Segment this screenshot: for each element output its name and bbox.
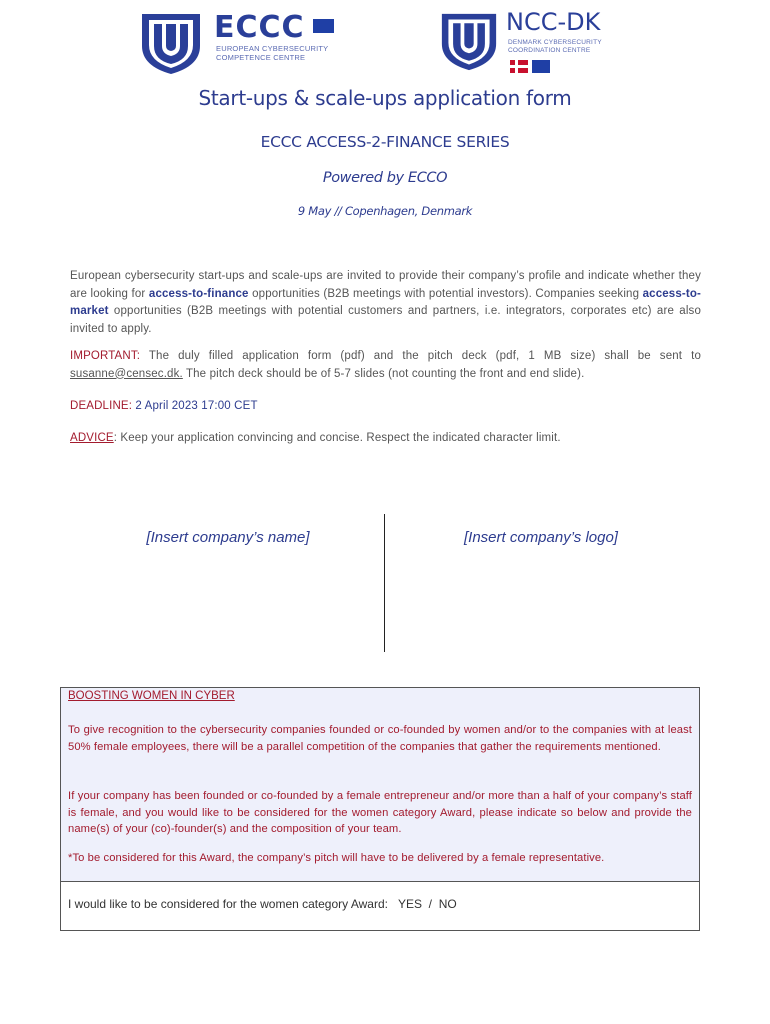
ncc-subtitle-1: DENMARK CYBERSECURITY bbox=[508, 39, 602, 46]
denmark-flag-icon bbox=[510, 60, 528, 73]
deadline-line bbox=[70, 398, 701, 416]
women-in-cyber-box bbox=[60, 687, 700, 931]
important-paragraph: IMPORTANT: The duly filled application form (pdf) and the pitch deck (pdf, 1 MB size) shall be sent to susanne@censec.dk. The pitch deck should be of 5-7 slides (not counting the front and end slide). bbox=[70, 350, 701, 380]
intro-paragraph: European cybersecurity start-ups and scale-ups are invited to provide their company’s profile and indicate whether they are looking for access-to-finance opportunities (B2B meetings with potential investors). Companies seeking access-to-market opportunities (B2B meetings with potential customers and partners, i.e. integrators, corporates etc) are also invited to apply. bbox=[70, 270, 701, 335]
deadline-value: 2 April 2023 17:00 CET bbox=[132, 400, 258, 412]
date-location: 9 May // Copenhagen, Denmark bbox=[297, 204, 473, 218]
eu-flag-icon bbox=[532, 60, 550, 73]
deadline-label: DEADLINE: bbox=[70, 400, 133, 412]
eccc-subtitle-1: EUROPEAN CYBERSECURITY bbox=[216, 44, 329, 53]
contact-email-link[interactable]: susanne@censec.dk. bbox=[70, 367, 183, 380]
ncc-subtitle-2: COORDINATION CENTRE bbox=[508, 47, 591, 54]
ncc-dk-logo bbox=[440, 10, 620, 78]
award-option-separator: / bbox=[428, 897, 433, 911]
company-name-field[interactable]: [Insert company’s name] bbox=[146, 529, 310, 546]
access-to-finance: access-to-finance bbox=[148, 287, 249, 300]
ncc-wordmark: NCC-DK bbox=[506, 8, 601, 36]
powered-by: Powered by ECCO bbox=[322, 170, 448, 186]
award-question-label: I would like to be considered for the women category Award: bbox=[68, 897, 388, 911]
company-logo-field[interactable]: [Insert company’s logo] bbox=[464, 529, 618, 546]
advice-line: ADVICE: Keep your application convincing and concise. Respect the indicated character limit. bbox=[70, 432, 561, 444]
award-yes-option[interactable]: YES bbox=[397, 897, 422, 911]
women-box-paragraph-2: If your company has been founded or co-founded by a female entrepreneur and/or more than a half of your company’s staff is female, and you would like to be considered for the women category Award, please indicate so below and provide the name(s) of your (co)-founder(s) and the composition of your team. bbox=[68, 790, 692, 835]
ncc-shield-icon bbox=[440, 12, 498, 72]
eccc-wordmark: ECCC bbox=[214, 10, 305, 45]
vertical-divider bbox=[384, 514, 385, 652]
series-title: ECCC ACCESS-2-FINANCE SERIES bbox=[260, 133, 510, 151]
women-box-paragraph-1: To give recognition to the cybersecurity companies founded or co-founded by women and/or to the companies with at least 50% female employees, there will be a parallel competition of the companies that gather the requirements mentioned. bbox=[68, 724, 692, 753]
award-no-option[interactable]: NO bbox=[438, 897, 457, 911]
important-label: IMPORTANT: bbox=[70, 350, 141, 362]
women-box-paragraph-3: *To be considered for this Award, the company’s pitch will have to be delivered by a female representative. bbox=[68, 852, 605, 864]
page-title: Start-ups & scale-ups application form bbox=[198, 86, 572, 110]
eccc-subtitle-2: COMPETENCE CENTRE bbox=[216, 53, 306, 62]
women-box-heading: BOOSTING WOMEN IN CYBER bbox=[68, 690, 235, 702]
eccc-shield-icon bbox=[140, 12, 202, 76]
women-in-cyber-info bbox=[61, 688, 699, 882]
eu-flag-icon bbox=[313, 19, 334, 33]
eccc-logo bbox=[140, 12, 350, 76]
award-question bbox=[68, 897, 457, 911]
access-to-market: access-to-market bbox=[70, 287, 701, 317]
advice-label: ADVICE bbox=[70, 432, 114, 444]
